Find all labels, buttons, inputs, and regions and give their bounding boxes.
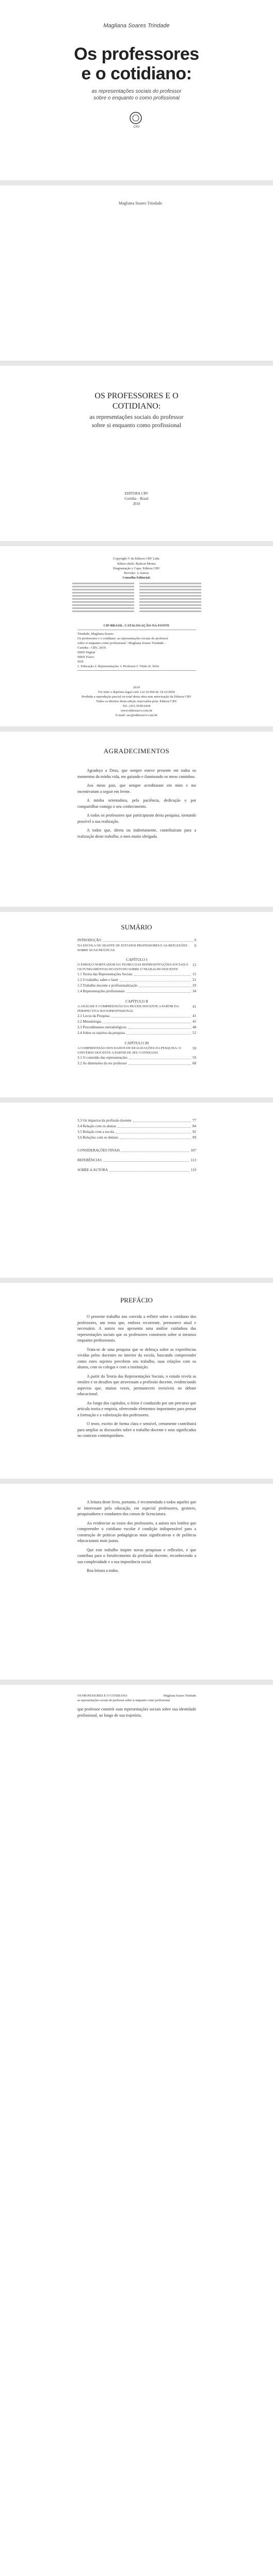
editorial-board [72,581,201,614]
page-separator [0,180,273,185]
acknowledgments-paragraph: Aos meus pais, que sempre acreditaram em mim e me incentivaram a seguir em frente. [77,783,196,794]
toc-entry-label: 3.5 Relação com a escola [77,1130,114,1134]
toc-entry-page: 77 [192,1118,196,1123]
last-page-text: que professor constrói suas representações sociais sobre sua identidade profissional, ao longo de sua trajetória. [77,1707,196,1718]
preface-body [77,1314,196,1442]
toc-entry[interactable] [77,972,196,977]
title-page-subtitle-line1: as representações sociais do professor [89,413,184,420]
preface-paragraph: O presente trabalho nos convida a refletir sobre o cotidiano dos professores, um tema que, embora recorrente, permanece atual e necessário. A autora nos apresenta uma análise cuidadosa das representações sociais que os professores constroem sobre si mesmos enquanto profissionais. [77,1314,196,1343]
acknowledgments-paragraph: A todos que, direta ou indiretamente, contribuíram para a realização deste trabalho, o meu muito obrigada. [77,828,196,839]
toc-entry[interactable] [77,1013,196,1019]
title-page-city: Curitiba – Brasil [124,497,149,501]
copyright-credits [0,562,273,580]
toc-entry-label: 3.6 Relações com os demais [77,1136,119,1140]
title-page-line2: COTIDIANO: [112,402,161,411]
publisher-logo-icon [129,111,142,125]
toc-entry-page: 52 [192,1031,196,1035]
toc-entry[interactable] [77,1135,196,1141]
toc-entry-page: 41 [192,1014,196,1018]
toc-entry[interactable] [77,983,196,989]
running-header-title: OS PROFESSORES E O COTIDIANO: [77,1694,128,1698]
preface-paragraph: O texto, escrito de forma clara e sensível, certamente contribuirá para ampliar as discussões sobre o trabalho docente e seus significados no contexto contemporâneo. [77,1421,196,1438]
toc-entry-page: 9 [194,938,196,942]
last-page [0,1685,273,1747]
half-title-page [0,185,273,361]
toc-entry-page: 34 [192,989,196,993]
toc-entry[interactable] [77,1167,196,1173]
toc-entry-label: 2.2 Metodologia [77,1020,102,1024]
preface-paragraph: Que este trabalho inspire novas pesquisas e reflexões, e que contribua para o fortalecimento da profissão docente, reconhecendo a sua complexidade e a sua importância social. [77,1547,196,1564]
copyright-footer [0,685,273,718]
preface-paragraph: A leitura deste livro, portanto, é recomendada a todos aqueles que se interessam pela educação, em especial professores, gestores, pesquisadores e estudantes dos cursos de licenciatura. [77,1500,196,1516]
cover-subtitle-line1: as representações sociais do professor [91,89,182,94]
toc-entry-label: 2.3 Procedimentos metodológicos [77,1025,127,1029]
toc-entry-page: 119 [190,1168,196,1172]
page-separator [0,907,273,912]
catalog-line: sobre si enquanto como profissional / Magliana Soares Trindade – [77,641,167,645]
toc-chapter-title: O ESBOÇO NORTEADOR DA TEORIA DAS REPRESENTAÇÕES SOCIAIS E OS FUNDAMENTOS DO ESTUDO SOBRE O TRABALHO DOCENTE [77,963,188,971]
toc-entry-page: 113 [190,1158,196,1162]
catalog-line: 1. Educação 2. Representações 3. Professor I. Título II. Série [77,665,159,668]
toc-chapter-title: A COMPREENSÃO DOS DADOS DE REALIZAÇÕES DA PESQUISA: O UNIVERSO DOCENTE A PARTIR DE SEU COTIDIANO [77,1046,181,1055]
toc-entry-page: 99 [192,1136,196,1140]
cover-subtitle-line2: sobre o enquanto o como profissional [93,95,180,101]
toc-entry-label: 1.1 Teoria das Representações Sociais [77,972,133,976]
half-title-author: Magliana Soares Trindade [119,201,162,206]
acknowledgments-page [0,732,273,907]
toc-entry-page: 84 [192,1124,196,1128]
toc-chapter-number: CAPÍTULO I [126,957,148,962]
toc-entry-page: 48 [192,1025,196,1029]
footer-line: E-mail: sac@editoracrv.com.br [115,714,158,717]
toc-entry[interactable] [77,1004,196,1013]
toc-entry[interactable] [77,1129,196,1135]
footer-line: Foi feito o depósito legal conf. Lei 10.994 de 14/12/2004 [98,690,175,694]
page-separator [0,1278,273,1283]
toc-entry-page: 59 [192,1046,196,1050]
toc-entry-page: 45 [192,1020,196,1024]
toc-entry[interactable] [77,1030,196,1036]
preface-paragraph: Ao longo dos capítulos, o leitor é conduzido por um percurso que articula teoria e empiria, oferecendo elementos importantes para pensar a formação e a valorização dos professores. [77,1400,196,1417]
acknowledgments-paragraph: A minha orientadora, pela paciência, dedicação e por compartilhar comigo o seu conhecimento. [77,798,196,809]
title-page-year: 2019 [133,502,140,506]
running-header-author: Magliana Soares Trindade [164,1694,196,1698]
preface-heading: PREFÁCIO [120,1296,153,1304]
footer-line: 2019 [133,686,140,689]
title-page-line1: OS PROFESSORES E O [94,392,179,400]
toc-entry-label: 3.3 Os impactos da profissão docente [77,1118,132,1123]
toc-entry-page: 59 [192,1056,196,1060]
toc-entry[interactable] [77,1046,196,1055]
page-separator [0,1680,273,1685]
toc-entry[interactable] [77,962,196,972]
toc-chapter-title: A ANÁLISE E COMPREENSÃO DA PRÁXIS DOCENTE A PARTIR DA PERSPECTIVA SOCIOPROFISSIONAL [77,1005,179,1013]
toc-entry-page: 29 [192,984,196,988]
toc-entry-page: 107 [190,1148,196,1153]
copyright-credit-line: Revisão: A Autora [124,571,149,575]
toc-entry-label: NA ESCOLA OU DIANTE DE ESTUDOS PROFESSORES E AS REFLEXÕES SOBRE SUAS PRÁTICAS [77,944,187,952]
toc-chapter-number: CAPÍTULO III [124,1041,149,1045]
toc-entry[interactable] [77,1025,196,1030]
toc-entry-label: 1.2 O trabalho, saber e fazer [77,978,119,982]
footer-line: Proibida a reprodução parcial ou total desta obra sem autorização da Editora CRV [82,695,191,699]
catalog-line: ISBN Digital [77,651,95,654]
toc-entry-label: 3.4 Relação com os alunos [77,1124,116,1128]
toc-entry-label: 2.4 Sobre os sujeitos da pesquisa [77,1031,125,1035]
catalog-title: CIP-BRASIL. CATALOGAÇÃO-NA-FONTE [103,624,170,628]
toc-heading: SUMÁRIO [121,923,152,931]
toc-entry[interactable] [77,1124,196,1129]
catalog-line: ISBN Físico [77,655,94,659]
toc-entry[interactable] [77,1019,196,1025]
acknowledgments-paragraph: Agradeço a Deus, que sempre esteve presente em todos os momentos da minha vida, me guiando e iluminando os meus caminhos. [77,768,196,779]
footer-line: Todos os direitos desta edição reservados pela: Editora CRV [96,700,177,703]
toc-entry-label: 1.4 Representações profissionais [77,989,125,993]
page-separator [0,361,273,366]
catalog-line: Curitiba : CRV, 2019. [77,646,107,650]
toc-continued-body [77,1118,196,1173]
copyright-credit-line: Editor-chefe: Railson Moura [117,562,156,566]
copyright-credit-line: Conselho Editorial: [122,576,151,580]
toc-continued-page [0,1103,273,1278]
cover-title-line2: e o cotidiano: [81,64,192,83]
toc-entry-page: 92 [192,1130,196,1134]
catalog-block [77,630,196,671]
catalog-line: DOI [77,660,84,664]
toc-entry-page: 15 [192,972,196,976]
toc-entry-label: 3.2 As dimensões do ser professor [77,1061,127,1065]
toc-entry[interactable] [77,1158,196,1163]
toc-entry-label: 3.1 O conteúdo das representações [77,1056,127,1060]
cover-author: Magliana Soares Trindade [103,23,170,29]
toc-entry-label: 1.3 Trabalho docente e profissionalização [77,984,138,988]
preface-paragraph: A partir da Teoria das Representações Sociais, o estudo revela as tensões e os desafios que atravessam a profissão docente, evidenciando aspectos que, muitas vezes, permanecem invisíveis no debate educacional. [77,1374,196,1396]
preface-continued-page [0,1484,273,1680]
title-page-subtitle-line2: sobre si enquanto como profissional [91,421,182,429]
toc-entry[interactable] [77,1061,196,1066]
catalog-line: Trindade, Magliana Soares [77,632,114,636]
toc-entry-label: CONSIDERAÇÕES FINAIS [77,1148,120,1153]
preface-continued-body [77,1499,196,1577]
copyright-credit-line: Diagramação e Capa: Editora CRV [113,567,160,570]
preface-paragraph: Ao evidenciar as vozes dos professores, a autora nos lembra que compreender o cotidiano escolar é condição indispensável para a construção de práticas pedagógicas mais significativas e de políticas educacionais mais justas. [77,1520,196,1543]
toc-entry-label: SOBRE A AUTORA [77,1168,108,1172]
toc-entry-label: REFERÊNCIAS [77,1158,102,1162]
toc-entry[interactable] [77,1118,196,1124]
footer-line: www.editoracrv.com.br [120,709,153,713]
title-page-publisher: EDITORA CRV [124,492,149,496]
page-separator [0,1097,273,1103]
toc-entry-label: 2.1 Locus da Pesquisa [77,1014,110,1018]
toc-entry[interactable] [77,989,196,994]
toc-entry[interactable] [77,938,196,943]
cover-page [0,0,273,180]
toc-entry[interactable] [77,977,196,983]
catalog-line: Os professores e o cotidiano: as representações sociais do professor [77,637,168,640]
preface-page [0,1283,273,1479]
title-page [0,366,273,541]
toc-page [0,912,273,1097]
copyright-page [0,546,273,726]
toc-entry[interactable] [77,1055,196,1061]
toc-body [77,938,196,1066]
toc-entry-label: INTRODUÇÃO [77,938,102,942]
toc-entry[interactable] [77,1148,196,1154]
page-separator [0,1479,273,1484]
toc-entry[interactable] [77,943,196,953]
preface-paragraph: Boa leitura a todos. [87,1568,119,1573]
toc-entry-page: 41 [192,1005,196,1009]
copyright-line: Copyright © da Editora CRV Ltda. [113,557,160,561]
acknowledgments-heading: AGRADECIMENTOS [103,747,170,755]
cover-title-line1: Os professores [74,44,199,64]
toc-entry-page: 9 [194,944,196,948]
page-separator [0,541,273,546]
cover-publisher-label: CRV [133,126,140,129]
toc-entry-page: 15 [192,963,196,967]
preface-paragraph: Trata-se de uma pesquisa que se debruça sobre as experiências vividas pelos docentes no interior da escola, buscando compreender como estes sujeitos percebem seu trabalho, suas relações com os alunos, com os colegas e com a instituição. [77,1347,196,1369]
footer-line: Tel.: (41) 3039-6418 [122,704,151,708]
toc-chapter-number: CAPÍTULO II [125,999,148,1004]
toc-entry-page: 68 [192,1061,196,1065]
acknowledgments-paragraph: A todos os professores que participaram desta pesquisa, tornando possível a sua realização. [77,813,196,824]
toc-entry-page: 21 [192,978,196,982]
acknowledgments-body [77,768,196,842]
page-separator [0,726,273,732]
running-header-subtitle: as representações sociais do professor sobre si enquanto como profissional [77,1699,170,1702]
